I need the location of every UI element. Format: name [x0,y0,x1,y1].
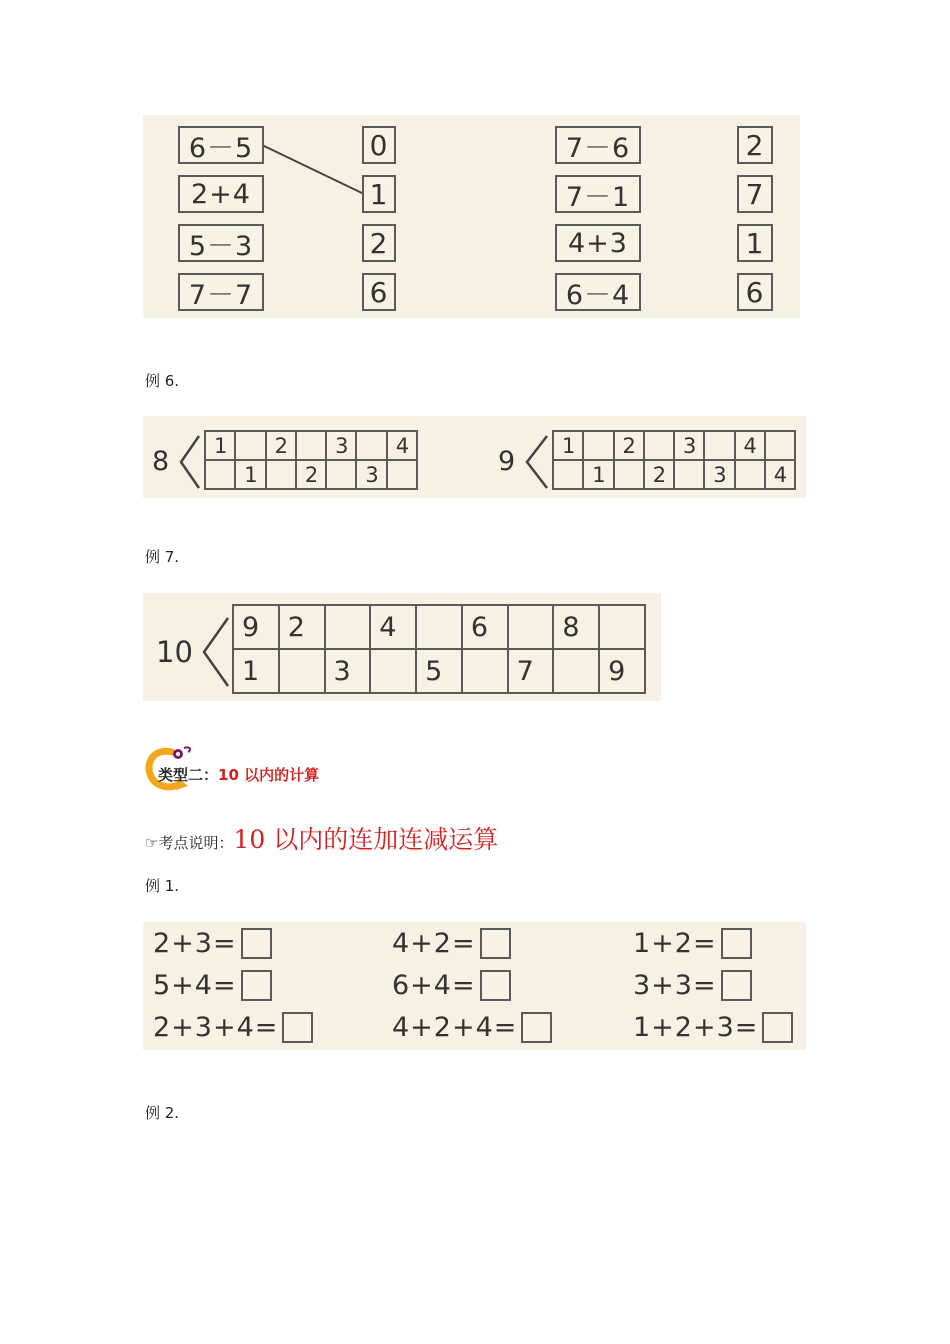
number-box: 0 [362,126,396,164]
grid-cell: 1 [233,649,279,693]
grid-cell: 3 [674,431,704,460]
grid-cell [356,431,386,460]
equation-text: 1+2= [633,928,717,959]
kaodian-label: ☞考点说明： [145,834,234,852]
answer-box[interactable] [241,970,272,1001]
split-grid-8 [204,430,418,490]
grid-cell [205,460,235,489]
grid-cell [704,431,734,460]
section-title-red: 10 以内的计算 [218,766,320,784]
section-title [158,764,319,785]
grid-cell: 9 [599,649,645,693]
expr-box: 7－6 [555,126,641,164]
number-box: 2 [737,126,773,164]
split-bracket-icon [523,432,551,492]
grid-cell: 9 [233,605,279,649]
grid-cell: 2 [614,431,644,460]
equation [153,970,272,1001]
number-box: 1 [362,175,396,213]
answer-box[interactable] [480,928,511,959]
grid-cell: 1 [583,460,613,489]
grid-cell: 2 [644,460,674,489]
split-total: 8 [152,446,170,477]
grid-cell [765,431,795,460]
grid-cell [644,431,674,460]
grid-cell: 4 [765,460,795,489]
example-caption: 例 1. [145,877,180,895]
connector-line [0,0,950,400]
grid-cell: 3 [326,431,356,460]
answer-box[interactable] [721,928,752,959]
grid-cell [553,649,599,693]
equation [633,928,752,959]
split-grid-10 [232,604,646,694]
grid-cell [583,431,613,460]
equation-text: 1+2+3= [633,1012,759,1043]
grid-cell [370,649,416,693]
grid-cell [674,460,704,489]
expr-box: 5－3 [178,224,264,262]
grid-cell: 4 [387,431,417,460]
grid-cell: 3 [704,460,734,489]
grid-cell [325,605,371,649]
number-box: 2 [362,224,396,262]
kaodian-line [145,820,498,856]
split-bracket-icon [200,612,232,692]
answer-box[interactable] [480,970,511,1001]
expr-box: 2+4 [178,175,264,213]
grid-cell: 2 [266,431,296,460]
equation-text: 2+3= [153,928,237,959]
grid-cell [266,460,296,489]
grid-cell: 5 [416,649,462,693]
equation [392,1012,552,1043]
expr-box: 7－1 [555,175,641,213]
grid-cell [508,605,554,649]
grid-cell [235,431,265,460]
number-box: 7 [737,175,773,213]
equation-text: 3+3= [633,970,717,1001]
grid-cell: 8 [553,605,599,649]
answer-box[interactable] [521,1012,552,1043]
answer-box[interactable] [762,1012,793,1043]
equation-text: 4+2= [392,928,476,959]
grid-cell [614,460,644,489]
equation-text: 5+4= [153,970,237,1001]
equation [633,970,752,1001]
kaodian-text: 10 以内的连加连减运算 [233,825,499,854]
number-box: 6 [362,273,396,311]
grid-cell [599,605,645,649]
example-caption: 例 7. [145,548,180,566]
number-box: 1 [737,224,773,262]
grid-cell [553,460,583,489]
grid-cell: 1 [553,431,583,460]
grid-cell [387,460,417,489]
example-caption: 例 6. [145,372,180,390]
expr-box: 7－7 [178,273,264,311]
grid-cell: 1 [205,431,235,460]
equation-text: 6+4= [392,970,476,1001]
split-total: 9 [498,446,516,477]
grid-cell [326,460,356,489]
equation [392,928,511,959]
equation [153,928,272,959]
grid-cell: 2 [279,605,325,649]
expr-box: 4+3 [555,224,641,262]
number-box: 6 [737,273,773,311]
answer-box[interactable] [241,928,272,959]
split-total: 10 [156,635,193,669]
split-bracket-icon [177,432,203,492]
answer-box[interactable] [721,970,752,1001]
grid-cell [735,460,765,489]
grid-cell: 2 [296,460,326,489]
grid-cell: 6 [462,605,508,649]
equation-text: 2+3+4= [153,1012,279,1043]
section-title-prefix: 类型二： [158,766,219,784]
equation-text: 4+2+4= [392,1012,518,1043]
expr-box: 6－5 [178,126,264,164]
example-caption: 例 2. [145,1104,180,1122]
grid-cell: 3 [356,460,386,489]
grid-cell: 3 [325,649,371,693]
answer-box[interactable] [282,1012,313,1043]
equation [633,1012,793,1043]
grid-cell: 4 [370,605,416,649]
grid-cell: 7 [508,649,554,693]
equation [392,970,511,1001]
grid-cell [279,649,325,693]
grid-cell: 4 [735,431,765,460]
equation [153,1012,313,1043]
grid-cell: 1 [235,460,265,489]
split-grid-9 [552,430,796,490]
grid-cell [462,649,508,693]
expr-box: 6－4 [555,273,641,311]
grid-cell [416,605,462,649]
grid-cell [296,431,326,460]
